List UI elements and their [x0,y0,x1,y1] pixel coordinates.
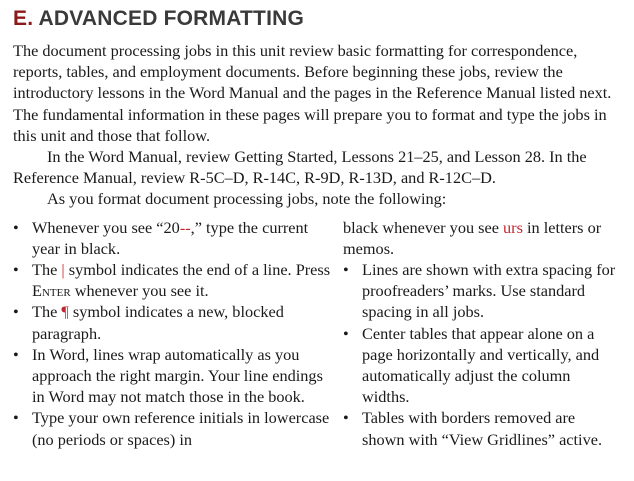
item-text: Tables with borders removed are shown with “View Gridlines” active. [362,408,603,449]
item-text: In Word, lines wrap automatically as you approach the right margin. Your line endings in Word may not match those in the book. [32,344,323,407]
bullet-list-left [13,217,335,450]
section-heading [13,6,622,32]
bullet-icon: • [343,323,349,343]
bullet-column-left [13,217,343,450]
list-item [13,301,335,343]
section-title: ADVANCED FORMATTING [38,7,305,30]
item-text: Type your own reference initials in lowercase (no periods or spaces) in [32,408,330,449]
bullet-icon: • [13,260,19,280]
bullet-icon: • [13,302,19,322]
list-item [13,259,335,301]
red-dashes: -- [179,217,191,237]
list-item [343,323,619,408]
bullet-icon: • [343,260,349,280]
item-text: Center tables that appear alone on a page horizontally and vertically, and automatically adjust the column widths. [362,323,600,407]
intro-paragraph-3: As you format document processing jobs, note the following: [47,189,447,209]
bullet-columns [13,217,622,450]
item-text: symbol indicates the end of a line. Press [64,260,331,280]
bullet-icon: • [13,408,19,428]
list-item [13,344,335,408]
intro-paragraph-2: In the Word Manual, review Getting Started, Lessons 21–25, and Lesson 28. In the Reference Manual, review R-5C–D, R-14C, R-9D, R-13D, and R-12C–D. [13,147,587,188]
bullet-icon: • [343,408,349,428]
bullet-column-right [343,217,619,450]
enter-key-label: Enter [32,281,71,301]
item-text: in letters or memos. [343,217,602,258]
item-text: Lines are shown with extra spacing for proofreaders’ marks. Use standard spacing in all jobs. [362,260,616,322]
item-text: symbol indicates a new, blocked paragraph. [32,302,284,343]
urs-marker: urs [503,217,523,237]
item-text: ,” type the current year in black. [32,217,309,258]
list-item [13,217,335,259]
item-text: whenever you see it. [70,281,209,301]
item-text: The [32,260,62,280]
line-end-symbol: | [61,260,65,280]
item-text: Whenever you see “20 [32,217,180,237]
section-letter: E. [13,7,34,30]
list-item [343,407,619,449]
bullet-icon: • [13,217,19,237]
bullet-icon: • [13,344,19,364]
item-text: The [32,302,62,322]
list-item [13,407,335,449]
item-text: black whenever you see [343,217,504,237]
list-item-continued [343,217,619,259]
pilcrow-icon: ¶ [61,302,69,322]
bullet-list-right [343,217,619,450]
list-item [343,259,619,323]
intro-paragraph-1: The document processing jobs in this unit review basic formatting for correspondence, reports, tables, and employment documents. Before beginning these jobs, review the introductory lessons in the Word Manual and the pages in the Reference Manual listed next. The fundamental information in these pages will prepare you to format and type the jobs in this unit and those that follow. [13,41,612,145]
